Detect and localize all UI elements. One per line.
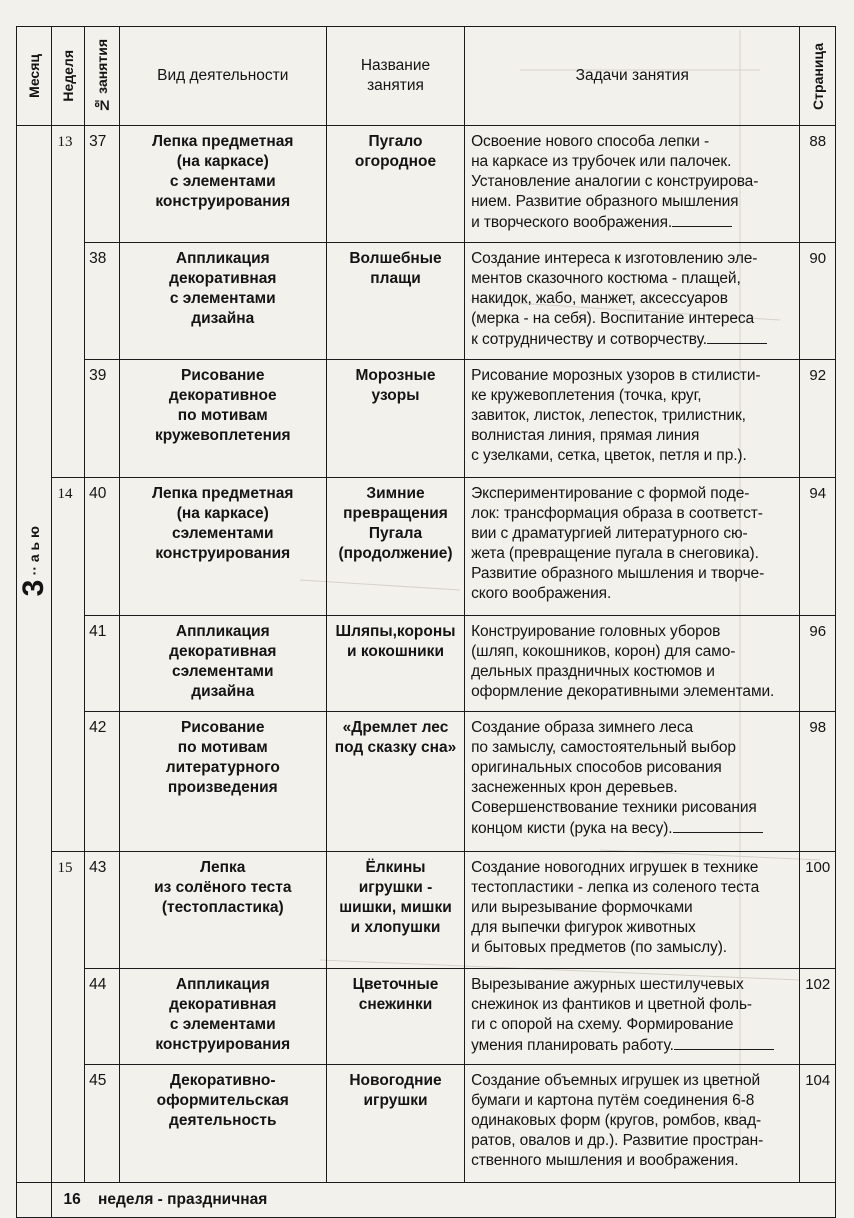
lesson-number: 37 <box>85 126 120 243</box>
month-cell <box>17 126 52 1183</box>
lesson-row <box>17 126 836 243</box>
header-tasks: Задачи занятия <box>465 27 800 126</box>
title-cell: Зимние превращения Пугала (продолжение) <box>326 478 464 616</box>
holiday-week-number: 16 <box>63 1191 81 1208</box>
header-month: Месяц <box>17 27 52 126</box>
lesson-number: 45 <box>85 1065 120 1183</box>
activity-cell: Аппликация декоративная с элементами конструирования <box>119 969 326 1065</box>
lesson-row <box>17 478 836 616</box>
page-number: 100 <box>800 852 836 969</box>
title-cell: Пугало огородное <box>326 126 464 243</box>
holiday-week-text: неделя - праздничная <box>98 1191 268 1208</box>
tasks-cell: Рисование морозных узоров в стилисти- ке кружевоплетения (точка, круг, завиток, листок, лепесток, трилистник, волнистая линия, прямая линия с узелками, сетка, цветок, петля и пр.). <box>465 360 800 478</box>
week-cell: 15 <box>51 852 85 1183</box>
tasks-cell: Освоение нового способа лепки - на каркасе из трубочек или палочек. Установление аналогии с конструирова- нием. Развитие образного мышления и творческого воображения. <box>465 126 800 243</box>
activity-cell: Лепка предметная (на каркасе) сэлементами конструирования <box>119 478 326 616</box>
activity-cell: Рисование по мотивам литературного произведения <box>119 712 326 852</box>
activity-cell: Лепка предметная (на каркасе) с элементами конструирования <box>119 126 326 243</box>
tasks-cell: Создание образа зимнего леса по замыслу, самостоятельный выбор оригинальных способов рисования заснеженных крон деревьев. Совершенствование техники рисования концом кисти (рука на весу). <box>465 712 800 852</box>
lesson-number: 39 <box>85 360 120 478</box>
week-cell: 13 <box>51 126 85 478</box>
lesson-row <box>17 360 836 478</box>
holiday-week-row <box>17 1183 836 1218</box>
activity-cell: Лепка из солёного теста (тестопластика) <box>119 852 326 969</box>
lesson-row <box>17 243 836 360</box>
title-cell: Шляпы,короны и кокошники <box>326 616 464 712</box>
lesson-plan-table <box>16 26 836 1218</box>
page-number: 96 <box>800 616 836 712</box>
lesson-number: 41 <box>85 616 120 712</box>
lesson-row <box>17 852 836 969</box>
title-cell: Волшебные плащи <box>326 243 464 360</box>
activity-cell: Аппликация декоративная с элементами дизайна <box>119 243 326 360</box>
lesson-row <box>17 1065 836 1183</box>
lesson-number: 44 <box>85 969 120 1065</box>
page-number: 98 <box>800 712 836 852</box>
tasks-cell: Создание новогодних игрушек в технике тестопластики - лепка из соленого теста или вырезывание формочками для выпечки фигурок животных и бытовых предметов (по замыслу). <box>465 852 800 969</box>
header-lesson-no: № занятия <box>85 27 120 126</box>
header-row <box>17 27 836 126</box>
activity-cell: Аппликация декоративная сэлементами дизайна <box>119 616 326 712</box>
page-number: 102 <box>800 969 836 1065</box>
holiday-week-cell <box>51 1183 835 1218</box>
title-cell: «Дремлет лес под сказку сна» <box>326 712 464 852</box>
title-cell: Морозные узоры <box>326 360 464 478</box>
header-week: Неделя <box>51 27 85 126</box>
tasks-cell: Вырезывание ажурных шестилучевых снежинок из фантиков и цветной фоль- ги с опорой на схему. Формирование умения планировать работу. <box>465 969 800 1065</box>
lesson-number: 40 <box>85 478 120 616</box>
activity-cell: Рисование декоративное по мотивам кружевоплетения <box>119 360 326 478</box>
page-number: 94 <box>800 478 836 616</box>
tasks-cell: Создание объемных игрушек из цветной бумаги и картона путём соединения 6-8 одинаковых форм (кругов, ромбов, квад- ратов, овалов и др.). Развитие простран- ственного мышления и воображения. <box>465 1065 800 1183</box>
month-cell-empty <box>17 1183 52 1218</box>
week-cell: 14 <box>51 478 85 852</box>
lesson-number: 43 <box>85 852 120 969</box>
tasks-cell: Создание интереса к изготовлению эле- ментов сказочного костюма - плащей, накидок, жабо, манжет, аксессуаров (мерка - на себя). Воспитание интереса к сотрудничеству и сотворчеству. <box>465 243 800 360</box>
page-number: 104 <box>800 1065 836 1183</box>
lesson-row <box>17 969 836 1065</box>
page-number: 90 <box>800 243 836 360</box>
lesson-row <box>17 712 836 852</box>
lesson-row <box>17 616 836 712</box>
page-number: 88 <box>800 126 836 243</box>
activity-cell: Декоративно- оформительская деятельность <box>119 1065 326 1183</box>
header-title: Название занятия <box>326 27 464 126</box>
page-number: 92 <box>800 360 836 478</box>
header-page: Страница <box>800 27 836 126</box>
title-cell: Цветочные снежинки <box>326 969 464 1065</box>
title-cell: Ёлкины игрушки - шишки, мишки и хлопушки <box>326 852 464 969</box>
tasks-cell: Экспериментирование с формой поде- лок: трансформация образа в соответст- вии с драматургией литературного сю- жета (превращение пугала в снеговика). Развитие образного мышления и творче- ского воображения. <box>465 478 800 616</box>
lesson-number: 42 <box>85 712 120 852</box>
tasks-cell: Конструирование головных уборов (шляп, кокошников, корон) для само- дельных праздничных костюмов и оформление декоративными элементами. <box>465 616 800 712</box>
month-label: 3 ·· а ь ю <box>16 526 50 597</box>
header-activity: Вид деятельности <box>119 27 326 126</box>
lesson-number: 38 <box>85 243 120 360</box>
title-cell: Новогодние игрушки <box>326 1065 464 1183</box>
